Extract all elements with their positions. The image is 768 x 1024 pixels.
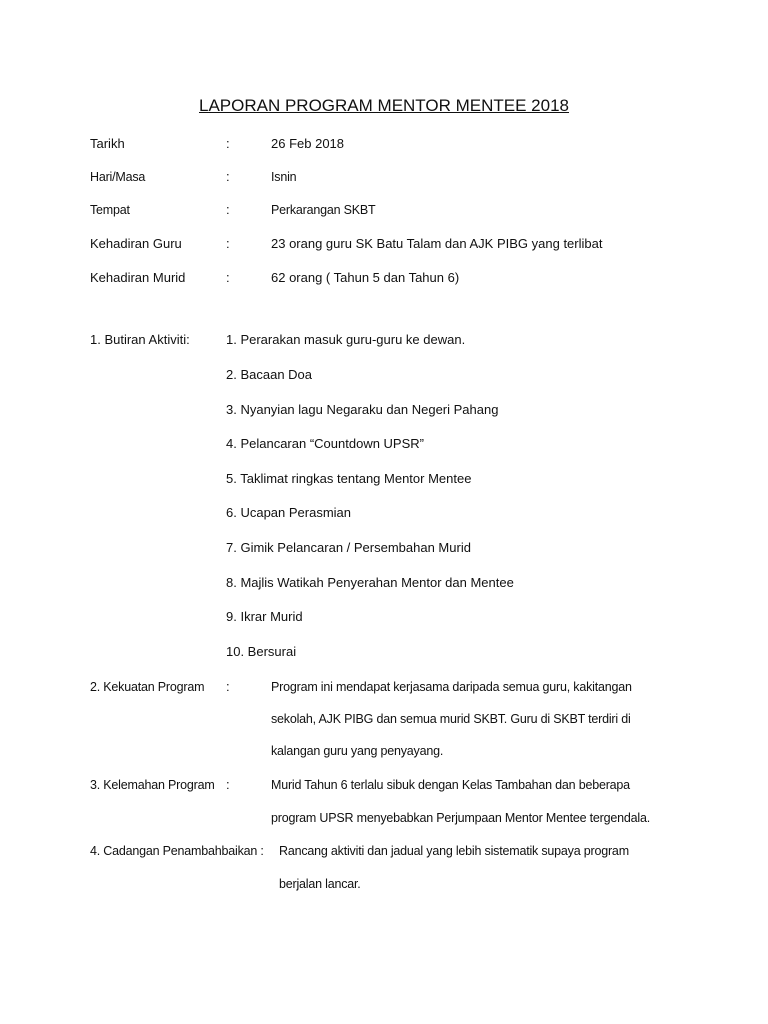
info-label-kehadiran-guru: Kehadiran Guru	[90, 236, 182, 251]
list-item: 10. Bersurai	[226, 644, 297, 659]
page-title: LAPORAN PROGRAM MENTOR MENTEE 2018	[199, 96, 569, 115]
list-item: 5. Taklimat ringkas tentang Mentor Mentee	[226, 471, 472, 486]
section-kekuatan-label: 2. Kekuatan Program	[90, 680, 205, 694]
info-label-hari: Hari/Masa	[90, 170, 146, 184]
info-value-hari: Isnin	[271, 170, 297, 184]
info-colon: :	[226, 270, 230, 285]
info-colon: :	[226, 236, 230, 251]
section-colon: :	[226, 679, 230, 694]
paragraph-line: Rancang aktiviti dan jadual yang lebih sistematik supaya program	[279, 844, 629, 858]
list-item: 9. Ikrar Murid	[226, 609, 303, 624]
info-value-kehadiran-murid: 62 orang ( Tahun 5 dan Tahun 6)	[271, 270, 460, 285]
info-colon: :	[226, 136, 230, 151]
paragraph-line: berjalan lancar.	[279, 877, 361, 891]
list-item: 4. Pelancaran “Countdown UPSR”	[226, 436, 424, 451]
section-aktiviti-label: 1. Butiran Aktiviti:	[90, 332, 190, 347]
paragraph-line: Program ini mendapat kerjasama daripada semua guru, kakitangan	[271, 680, 632, 694]
info-colon: :	[226, 169, 230, 184]
paragraph-line: kalangan guru yang penyayang.	[271, 744, 444, 758]
section-cadangan-label: 4. Cadangan Penambahbaikan :	[90, 844, 264, 858]
paragraph-line: sekolah, AJK PIBG dan semua murid SKBT. Guru di SKBT terdiri di	[271, 712, 631, 726]
list-item: 7. Gimik Pelancaran / Persembahan Murid	[226, 540, 471, 555]
section-colon: :	[226, 777, 230, 792]
paragraph-line: Murid Tahun 6 terlalu sibuk dengan Kelas Tambahan dan beberapa	[271, 778, 630, 792]
list-item: 3. Nyanyian lagu Negaraku dan Negeri Pahang	[226, 402, 499, 417]
info-value-tarikh: 26 Feb 2018	[271, 136, 345, 151]
info-value-tempat: Perkarangan SKBT	[271, 203, 376, 217]
info-label-tempat: Tempat	[90, 203, 130, 217]
paragraph-line: program UPSR menyebabkan Perjumpaan Mentor Mentee tergendala.	[271, 811, 650, 825]
list-item: 2. Bacaan Doa	[226, 367, 313, 382]
info-value-kehadiran-guru: 23 orang guru SK Batu Talam dan AJK PIBG yang terlibat	[271, 236, 603, 251]
info-colon: :	[226, 202, 230, 217]
info-label-kehadiran-murid: Kehadiran Murid	[90, 270, 186, 285]
section-kelemahan-label: 3. Kelemahan Program	[90, 778, 215, 792]
list-item: 6. Ucapan Perasmian	[226, 505, 352, 520]
info-label-tarikh: Tarikh	[90, 136, 125, 151]
list-item: 1. Perarakan masuk guru-guru ke dewan.	[226, 332, 466, 347]
list-item: 8. Majlis Watikah Penyerahan Mentor dan Mentee	[226, 575, 514, 590]
